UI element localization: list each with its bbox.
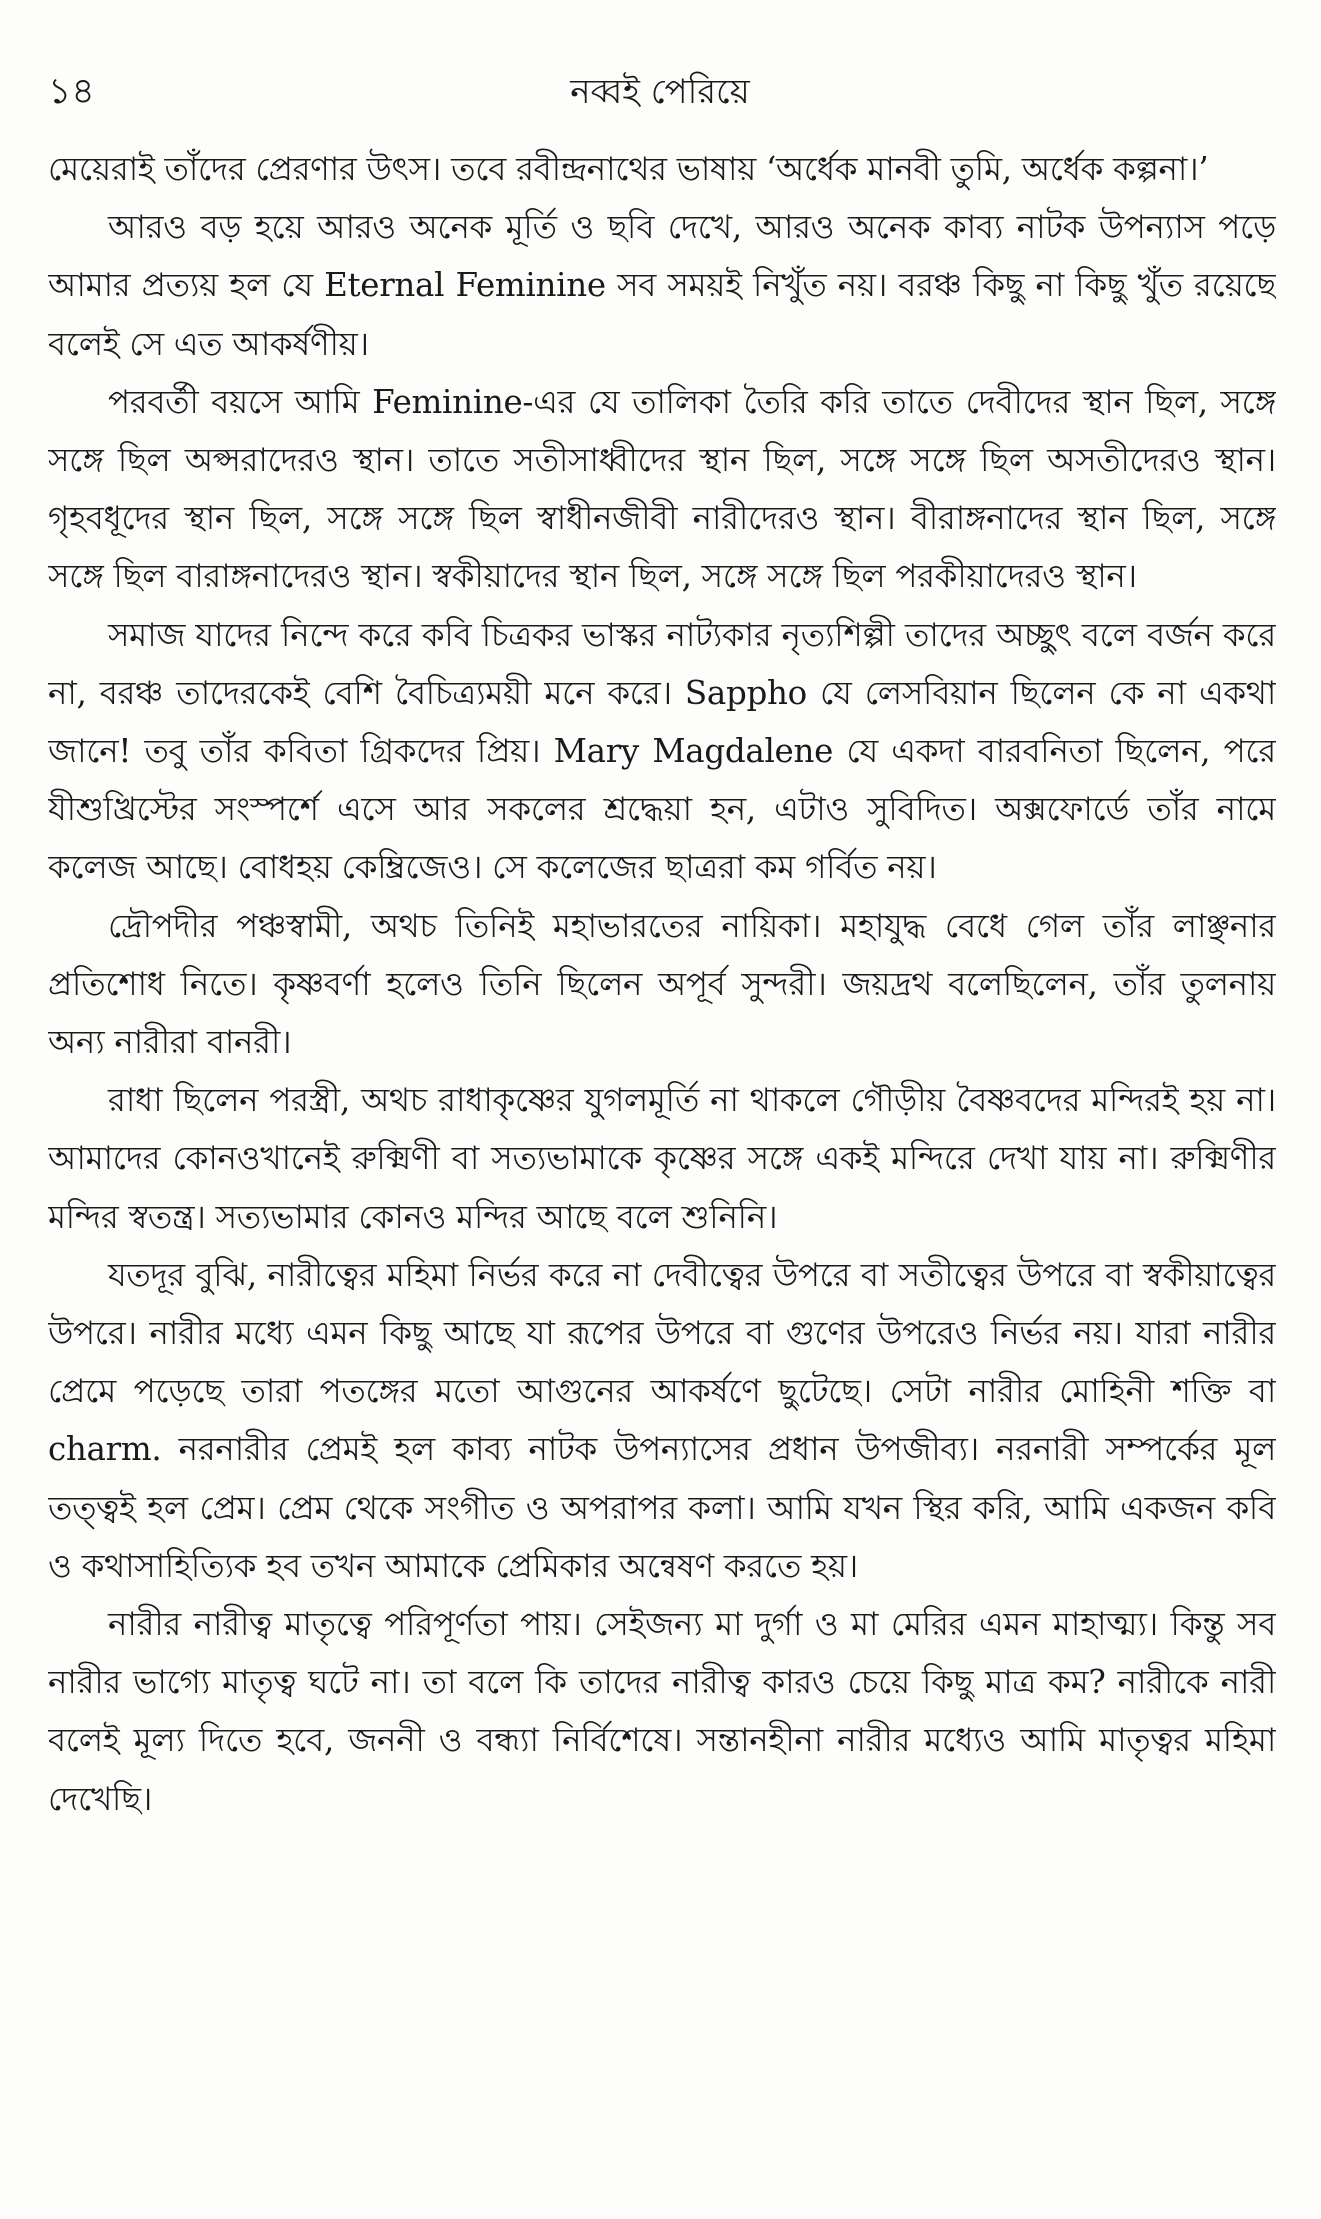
paragraph: রাধা ছিলেন পরস্ত্রী, অথচ রাধাকৃষ্ণের যুগলমূর্তি না থাকলে গৌড়ীয় বৈষ্ণবদের মন্দিরই হয় না। আমাদের কোনওখানেই রুক্মিণী বা সত্যভামাকে কৃষ্ণের সঙ্গে একই মন্দিরে দেখা যায় না। রুক্মিণীর মন্দির স্বতন্ত্র। সত্যভামার কোনও মন্দির আছে বলে শুনিনি। bbox=[48, 1081, 1276, 1236]
paragraph: আরও বড় হয়ে আরও অনেক মূর্তি ও ছবি দেখে, আরও অনেক কাব্য নাটক উপন্যাস পড়ে আমার প্রত্যয় হল যে Eternal Feminine সব সময়ই নিখুঁত নয়। বরঞ্চ কিছু না কিছু খুঁত রয়েছে বলেই সে এত আকর্ষণীয়। bbox=[48, 208, 1276, 363]
paragraph: পরবর্তী বয়সে আমি Feminine-এর যে তালিকা তৈরি করি তাতে দেবীদের স্থান ছিল, সঙ্গে সঙ্গে ছিল অপ্সরাদেরও স্থান। তাতে সতীসাধ্বীদের স্থান ছিল, সঙ্গে সঙ্গে ছিল অসতীদেরও স্থান। গৃহবধূদের স্থান ছিল, সঙ্গে সঙ্গে ছিল স্বাধীনজীবী নারীদেরও স্থান। বীরাঙ্গনাদের স্থান ছিল, সঙ্গে সঙ্গে ছিল বারাঙ্গনাদেরও স্থান। স্বকীয়াদের স্থান ছিল, সঙ্গে সঙ্গে ছিল পরকীয়াদেরও স্থান। bbox=[48, 382, 1276, 596]
page-header bbox=[40, 62, 1280, 122]
paragraph: নারীর নারীত্ব মাতৃত্বে পরিপূর্ণতা পায়। সেইজন্য মা দুর্গা ও মা মেরির এমন মাহাত্ম্য। কিন্তু সব নারীর ভাগ্যে মাতৃত্ব ঘটে না। তা বলে কি তাদের নারীত্ব কারও চেয়ে কিছু মাত্র কম? নারীকে নারী বলেই মূল্য দিতে হবে, জননী ও বন্ধ্যা নির্বিশেষে। সন্তানহীনা নারীর মধ্যেও আমি মাতৃত্বর মহিমা দেখেছি। bbox=[48, 1605, 1276, 1818]
paragraph: যতদূর বুঝি, নারীত্বের মহিমা নির্ভর করে না দেবীত্বের উপরে বা সতীত্বের উপরে বা স্বকীয়াত্বের উপরে। নারীর মধ্যে এমন কিছু আছে যা রূপের উপরে বা গুণের উপরেও নির্ভর নয়। যারা নারীর প্রেমে পড়েছে তারা পতঙ্গের মতো আগুনের আকর্ষণে ছুটেছে। সেটা নারীর মোহিনী শক্তি বা charm. নরনারীর প্রেমই হল কাব্য নাটক উপন্যাসের প্রধান উপজীব্য। নরনারী সম্পর্কের মূল তত্ত্বই হল প্রেম। প্রেম থেকে সংগীত ও অপরাপর কলা। আমি যখন স্থির করি, আমি একজন কবি ও কথাসাহিত্যিক হব তখন আমাকে প্রেমিকার অন্বেষণ করতে হয়। bbox=[48, 1255, 1276, 1585]
body-text bbox=[48, 140, 1276, 2170]
paragraph: মেয়েরাই তাঁদের প্রেরণার উৎস। তবে রবীন্দ্রনাথের ভাষায় ‘অর্ধেক মানবী তুমি, অর্ধেক কল্পনা।’ bbox=[48, 150, 1209, 188]
page-number: ১৪ bbox=[48, 71, 95, 112]
paragraph: সমাজ যাদের নিন্দে করে কবি চিত্রকর ভাস্কর নাট্যকার নৃত্যশিল্পী তাদের অচ্ছুৎ বলে বর্জন করে না, বরঞ্চ তাদেরকেই বেশি বৈচিত্র্যময়ী মনে করে। Sappho যে লেসবিয়ান ছিলেন কে না একথা জানে! তবু তাঁর কবিতা গ্রিকদের প্রিয়। Mary Magdalene যে একদা বারবনিতা ছিলেন, পরে যীশুখ্রিস্টের সংস্পর্শে এসে আর সকলের শ্রদ্ধেয়া হন, এটাও সুবিদিত। অক্সফোর্ডে তাঁর নামে কলেজ আছে। বোধহয় কেম্ব্রিজেও। সে কলেজের ছাত্ররা কম গর্বিত নয়। bbox=[48, 615, 1276, 887]
paragraph: দ্রৌপদীর পঞ্চস্বামী, অথচ তিনিই মহাভারতের নায়িকা। মহাযুদ্ধ বেধে গেল তাঁর লাঞ্ছনার প্রতিশোধ নিতে। কৃষ্ণবর্ণা হলেও তিনি ছিলেন অপূর্ব সুন্দরী। জয়দ্রথ বলেছিলেন, তাঁর তুলনায় অন্য নারীরা বানরী। bbox=[48, 906, 1276, 1062]
running-title: নব্বই পেরিয়ে bbox=[570, 72, 750, 112]
